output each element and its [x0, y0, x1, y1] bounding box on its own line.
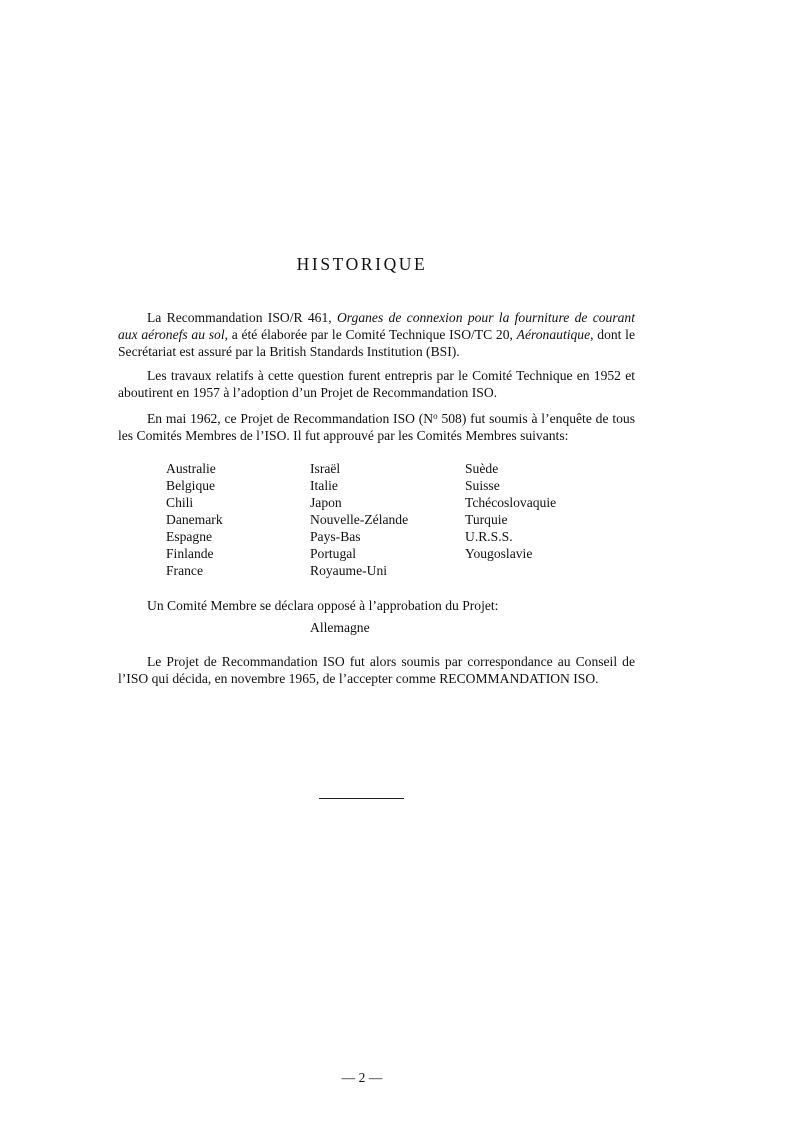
page-number: — 2 —: [341, 1070, 383, 1085]
member-item: Espagne: [166, 529, 213, 544]
document-title-italic: Organes de connexion pour la fourniture de courant aux aéronefs au sol: [118, 310, 635, 342]
number-superscript: o: [433, 411, 438, 421]
members-column-2: [310, 460, 408, 579]
member-item: Nouvelle-Zélande: [310, 512, 409, 527]
member-item: Australie: [166, 461, 216, 476]
paragraph-opposition: [118, 597, 635, 614]
member-item: Belgique: [166, 478, 216, 493]
separator-rule: [319, 798, 404, 799]
member-item: Finlande: [166, 546, 214, 561]
member-item: Suède: [465, 461, 499, 476]
member-item: Turquie: [465, 512, 508, 527]
member-item: Royaume-Uni: [310, 563, 388, 578]
paragraph-acceptance-text: Le Projet de Recommandation ISO fut alors soumis par correspondance au Conseil de l’ISO qui décida, en novembre 1965, de l’accepter comme RECOMMANDATION ISO.: [118, 654, 635, 686]
member-item: Suisse: [465, 478, 500, 493]
member-item: Pays-Bas: [310, 529, 361, 544]
member-item: Italie: [310, 478, 338, 493]
member-item: Tchécoslovaquie: [465, 495, 557, 510]
member-item: Portugal: [310, 546, 357, 561]
paragraph-enquiry-text-2: 508) fut soumis à l’enquête de tous les Comités Membres de l’ISO. Il fut approuvé par les Comités Membres suivants:: [118, 411, 635, 443]
member-item: Yougoslavie: [465, 546, 533, 561]
paragraph-origin: [118, 309, 635, 360]
paragraph-acceptance: [118, 653, 635, 687]
member-item: France: [166, 563, 203, 578]
paragraph-origin-text-2: , a été élaborée par le Comité Technique ISO/TC 20,: [224, 327, 517, 342]
paragraph-origin-text-1: La Recommandation ISO/R 461,: [147, 310, 337, 325]
committee-name-italic: Aéronautique: [516, 327, 591, 342]
member-item: Israël: [310, 461, 341, 476]
paragraph-origin-text-3: , dont le Secrétariat est assuré par la British Standards Institution (BSI).: [118, 327, 635, 359]
paragraph-enquiry: [118, 408, 635, 444]
member-item: Chili: [166, 495, 194, 510]
paragraph-opposition-text: Un Comité Membre se déclara opposé à l’approbation du Projet:: [147, 598, 499, 613]
members-column-3: [465, 460, 556, 562]
members-column-1: [166, 460, 223, 579]
member-item: Japon: [310, 495, 342, 510]
paragraph-work-text: Les travaux relatifs à cette question furent entrepris par le Comité Technique en 1952 et aboutirent en 1957 à l’adoption d’un Projet de Recommandation ISO.: [118, 368, 635, 400]
member-item: Danemark: [166, 512, 223, 527]
opposing-member: Allemagne: [310, 620, 370, 635]
member-item: U.R.S.S.: [465, 529, 513, 544]
page-title: HISTORIQUE: [296, 254, 428, 274]
paragraph-enquiry-text-1: En mai 1962, ce Projet de Recommandation ISO (N: [147, 411, 434, 426]
paragraph-work: [118, 367, 635, 401]
